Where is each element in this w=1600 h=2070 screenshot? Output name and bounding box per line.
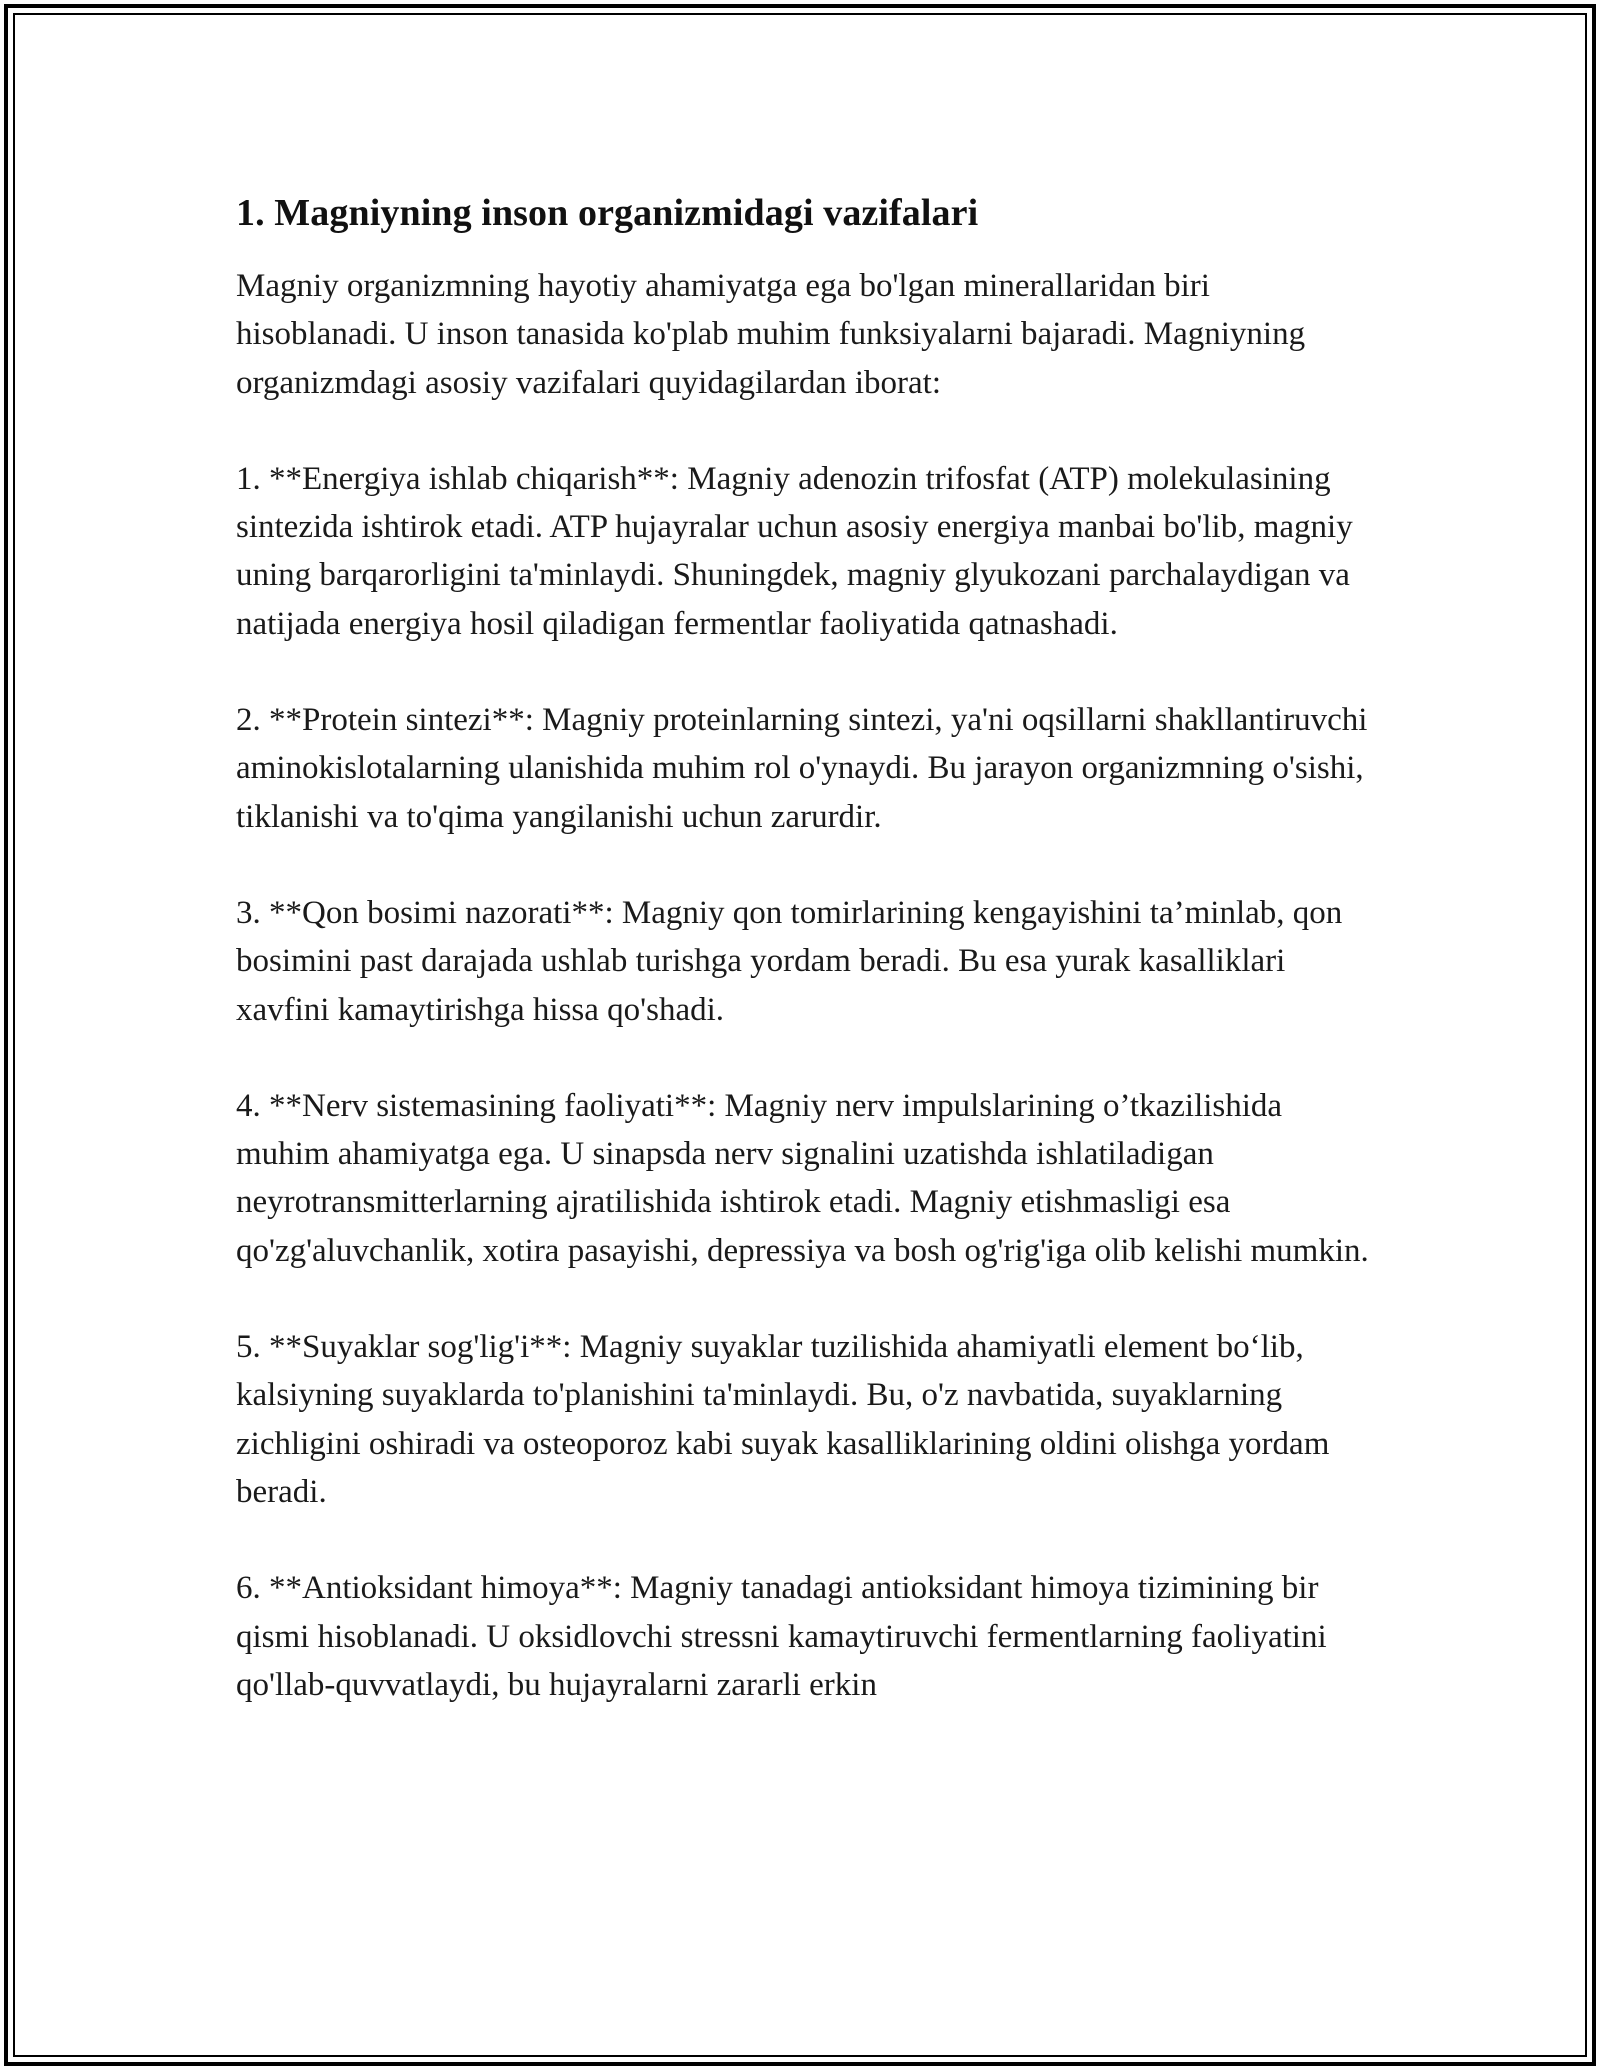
list-item-antioksidant: 6. **Antioksidant himoya**: Magniy tanadagi antioksidant himoya tizimining bir qismi hisoblanadi. U oksidlovchi stressni kamaytiruvchi fermentlarning faoliyatini qo'llab-quvvatlaydi, bu hujayralarni zararli erkin xyxy=(236,1570,1327,1703)
intro-paragraph: Magniy organizmning hayotiy ahamiyatga ega bo'lgan minerallaridan biri hisoblanadi. U inson tanasida ko'plab muhim funksiyalarni bajaradi. Magniyning organizmdagi asosiy vazifalari quyidagilardan iborat: xyxy=(236,268,1306,401)
list-item-nerv: 4. **Nerv sistemasining faoliyati**: Magniy nerv impulslarining o’tkazilishida muhim ahamiyatga ega. U sinapsda nerv signalini uzatishda ishlatiladigan neyrotransmitterlarning ajratilishida ishtirok etadi. Magniy etishmasligi esa qo'zg'aluvchanlik, xotira pasayishi, depressiya va bosh og'rig'iga olib kelishi mumkin. xyxy=(236,1087,1369,1269)
section-heading: 1. Magniyning inson organizmidagi vazifalari xyxy=(236,192,979,234)
list-item-protein: 2. **Protein sintezi**: Magniy proteinlarning sintezi, ya'ni oqsillarni shakllantiruvchi aminokislotalarning ulanishida muhim rol o'ynaydi. Bu jarayon organizmning o'sishi, tiklanishi va to'qima yangilanishi uchun zarurdir. xyxy=(236,702,1368,835)
list-item-suyaklar: 5. **Suyaklar sog'lig'i**: Magniy suyaklar tuzilishida ahamiyatli element bo‘lib, kalsiyning suyaklarda to'planishini ta'minlaydi. Bu, o'z navbatida, suyaklarning zichligini oshiradi va osteoporoz kabi suyak kasalliklarining oldini olishga yordam beradi. xyxy=(236,1329,1330,1510)
list-item-qon-bosimi: 3. **Qon bosimi nazorati**: Magniy qon tomirlarining kengayishini ta’minlab, qon bosimini past darajada ushlab turishga yordam beradi. Bu esa yurak kasalliklari xavfini kamaytirishga hissa qo'shadi. xyxy=(236,894,1343,1028)
document-body xyxy=(236,186,1376,1709)
list-item-energiya: 1. **Energiya ishlab chiqarish**: Magniy adenozin trifosfat (ATP) molekulasining sintezida ishtirok etadi. ATP hujayralar uchun asosiy energiya manbai bo'lib, magniy uning barqarorligini ta'minlaydi. Shuningdek, magniy glyukozani parchalaydigan va natijada energiya hosil qiladigan fermentlar faoliyatida qatnashadi. xyxy=(236,460,1353,642)
